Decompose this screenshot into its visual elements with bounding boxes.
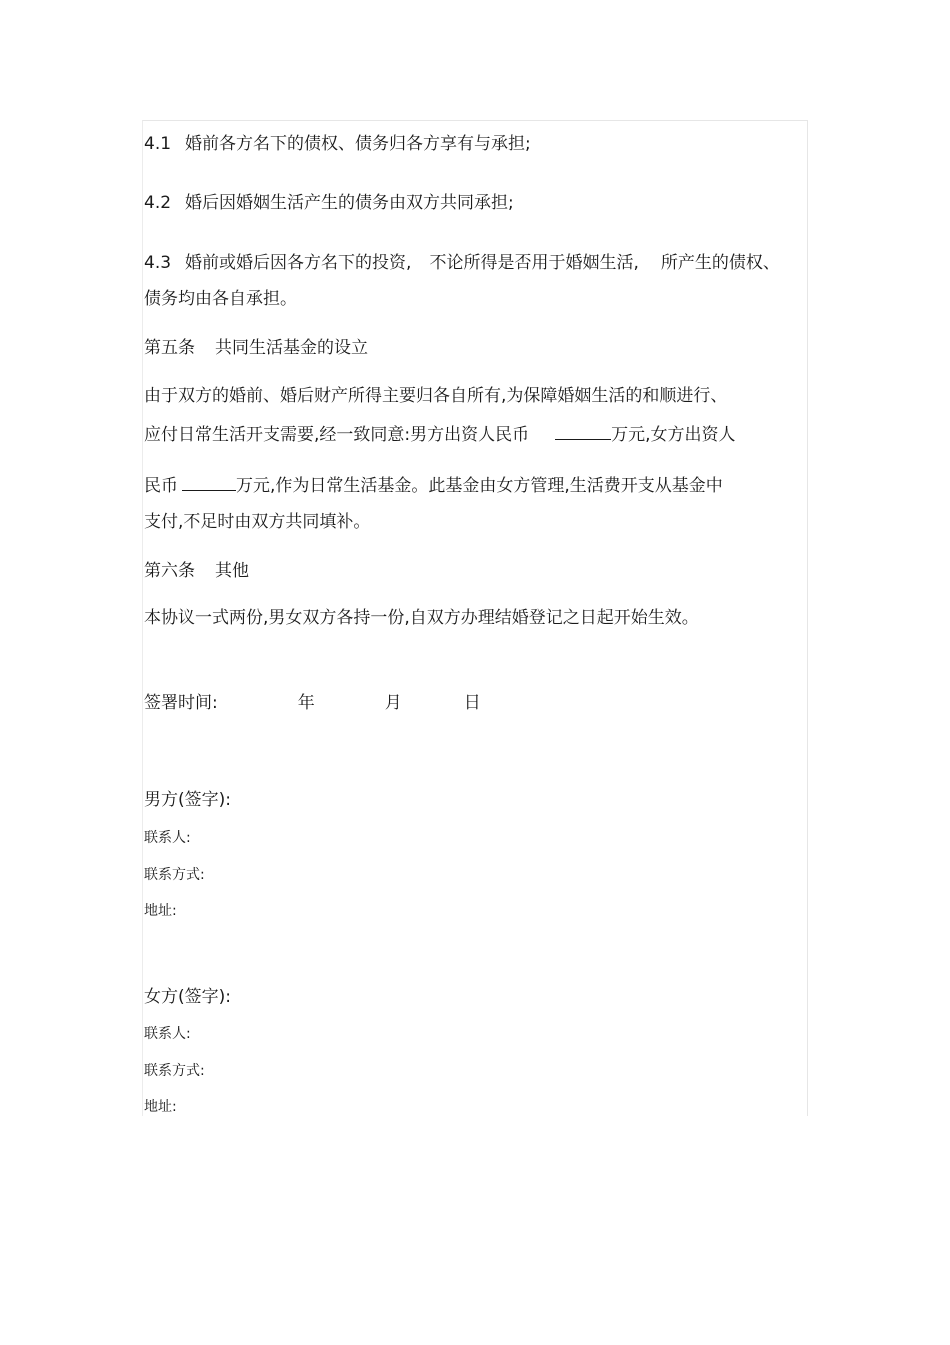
clause-4-3-continued: 债务均由各自承担。 [144, 289, 297, 309]
article-title: 共同生活基金的设立 [215, 338, 368, 358]
signing-label: 签署时间: [144, 693, 218, 713]
article-5-line-4: 支付,不足时由双方共同填补。 [144, 512, 371, 532]
clause-text: 婚后因婚姻生活产生的债务由双方共同承担; [185, 193, 514, 213]
article-5-text: 万元,作为日常生活基金。此基金由女方管理,生活费开支从基金中 [236, 476, 723, 496]
female-address: 地址: [144, 1099, 177, 1115]
male-signature-title: 男方(签字): [144, 790, 231, 810]
article-6-heading [144, 559, 249, 583]
article-number: 第六条 [144, 561, 195, 581]
signing-year: 年 [297, 693, 315, 713]
article-5-line-1: 由于双方的婚前、婚后财产所得主要归各自所有,为保障婚姻生活的和顺进行、 [144, 386, 728, 406]
female-signature-title: 女方(签字): [144, 987, 231, 1007]
clause-4-2 [144, 191, 514, 215]
clause-number: 4.3 [144, 253, 172, 273]
clause-text-part1: 婚前或婚后因各方名下的投资, [185, 253, 412, 273]
signing-day: 日 [463, 693, 481, 713]
article-5-line-3 [144, 473, 723, 498]
article-5-text: 民币 [144, 476, 178, 496]
signing-date [144, 691, 481, 715]
clause-text-part3: 所产生的债权、 [660, 253, 780, 273]
clause-number: 4.2 [144, 193, 172, 213]
male-contact-method: 联系方式: [144, 867, 205, 883]
article-5-text: 应付日常生活开支需要,经一致同意:男方出资人民币 [144, 425, 530, 445]
article-5-text: 万元,女方出资人 [611, 425, 736, 445]
article-title: 其他 [215, 561, 249, 581]
clause-4-3 [144, 251, 780, 275]
male-contact-person: 联系人: [144, 830, 191, 846]
female-contact-person: 联系人: [144, 1026, 191, 1042]
female-contact-method: 联系方式: [144, 1063, 205, 1079]
male-amount-blank[interactable] [555, 422, 611, 440]
clause-number: 4.1 [144, 134, 172, 154]
clause-text: 婚前各方名下的债权、债务归各方享有与承担; [185, 134, 531, 154]
article-5-heading [144, 336, 368, 360]
female-amount-blank[interactable] [182, 473, 236, 491]
article-6-text: 本协议一式两份,男女双方各持一份,自双方办理结婚登记之日起开始生效。 [144, 608, 699, 628]
signing-month: 月 [384, 693, 402, 713]
male-address: 地址: [144, 903, 177, 919]
article-number: 第五条 [144, 338, 195, 358]
clause-4-1 [144, 132, 531, 156]
clause-text-part2: 不论所得是否用于婚姻生活, [429, 253, 639, 273]
article-5-line-2 [144, 422, 736, 447]
